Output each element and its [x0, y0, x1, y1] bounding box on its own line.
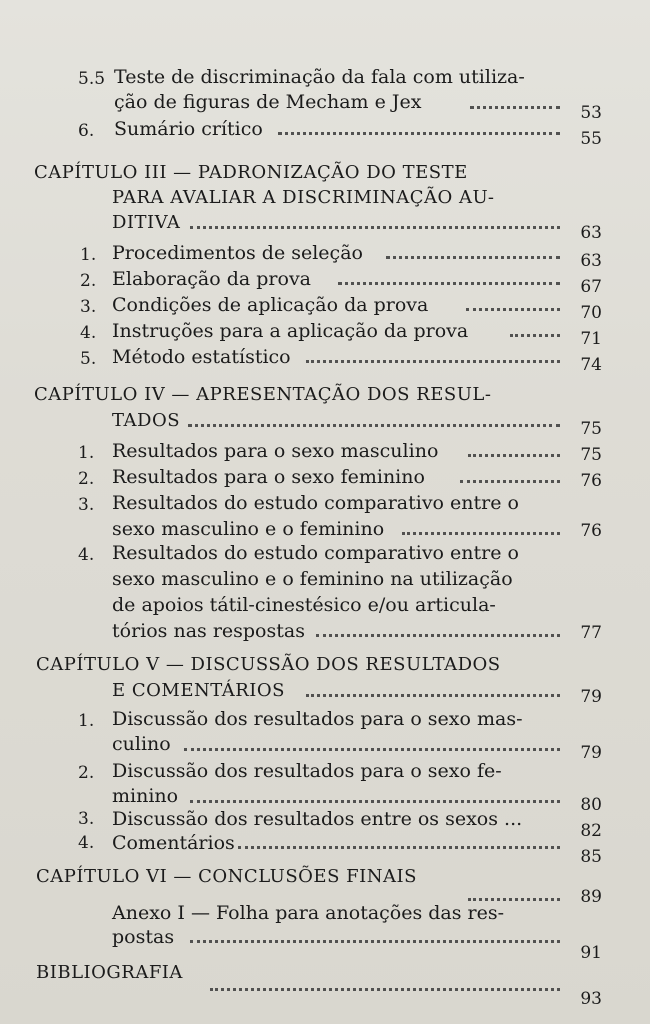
page-number: 63 — [580, 223, 602, 243]
leader-dots — [188, 420, 560, 427]
page-number: 82 — [580, 821, 602, 841]
leader-dots — [306, 690, 560, 697]
page-number: 93 — [580, 989, 602, 1009]
entry-title-line: sexo masculino e o feminino na utilização — [112, 568, 513, 590]
leader-dots — [470, 102, 560, 109]
leader-dots — [184, 744, 560, 751]
page-number: 77 — [580, 623, 602, 643]
page-number: 55 — [580, 129, 602, 149]
entry-number: 3. — [78, 495, 95, 515]
page-number: 80 — [580, 795, 602, 815]
entry-number: 1. — [80, 245, 97, 265]
page-number: 63 — [580, 251, 602, 271]
entry-number: 5.5 — [78, 69, 106, 89]
chapter-heading-line: DITIVA — [112, 212, 181, 233]
page-number: 76 — [580, 471, 602, 491]
page-number: 53 — [580, 103, 602, 123]
entry-number: 1. — [78, 711, 95, 731]
leader-dots — [468, 894, 560, 901]
entry-title: Procedimentos de seleção — [112, 242, 363, 264]
entry-number: 2. — [80, 271, 97, 291]
leader-dots — [338, 278, 560, 285]
entry-title-line: tórios nas respostas — [112, 620, 305, 642]
entry-title: Discussão dos resultados entre os sexos ... — [112, 808, 523, 830]
entry-title: Instruções para a aplicação da prova — [112, 320, 469, 342]
entry-title-line: Resultados do estudo comparativo entre o — [112, 492, 519, 514]
entry-number: 6. — [78, 121, 95, 141]
page-number: 67 — [580, 277, 602, 297]
bibliography-heading: BIBLIOGRAFIA — [36, 962, 183, 983]
page-number: 70 — [580, 303, 602, 323]
leader-dots — [190, 222, 560, 229]
leader-dots — [278, 128, 560, 135]
entry-title-line: Teste de discriminação da fala com utiliza- — [114, 66, 525, 88]
page-number: 75 — [580, 445, 602, 465]
entry-title-line: Discussão dos resultados para o sexo mas- — [112, 708, 523, 730]
entry-title: Comentários — [112, 832, 235, 854]
page-number: 75 — [580, 419, 602, 439]
chapter-heading-line: CAPÍTULO IV — APRESENTAÇÃO DOS RESUL- — [34, 384, 492, 405]
entry-title-line: sexo masculino e o feminino — [112, 518, 385, 540]
entry-title: Elaboração da prova — [112, 268, 312, 290]
entry-title: Condições de aplicação da prova — [112, 294, 429, 316]
page-number: 89 — [580, 887, 602, 907]
entry-number: 3. — [78, 809, 95, 829]
entry-title: Método estatístico — [112, 346, 291, 368]
page-number: 71 — [580, 329, 602, 349]
entry-title-line: Anexo I — Folha para anotações das res- — [112, 902, 505, 924]
entry-number: 4. — [78, 833, 95, 853]
leader-dots — [386, 252, 560, 259]
entry-title-line: minino — [112, 785, 179, 807]
leader-dots — [466, 304, 560, 311]
entry-number: 3. — [80, 297, 97, 317]
leader-dots — [238, 842, 560, 849]
leader-dots — [468, 450, 560, 457]
entry-title: Sumário crítico — [114, 118, 263, 140]
leader-dots — [402, 528, 560, 535]
leader-dots — [460, 476, 560, 483]
entry-title-line: culino — [112, 733, 171, 755]
leader-dots — [316, 630, 560, 637]
entry-number: 4. — [80, 323, 97, 343]
entry-title-line: ção de figuras de Mecham e Jex — [114, 91, 422, 113]
entry-title: Resultados para o sexo feminino — [112, 466, 425, 488]
chapter-heading-line: E COMENTÁRIOS — [112, 680, 285, 701]
entry-number: 5. — [80, 349, 97, 369]
chapter-heading-line: CAPÍTULO III — PADRONIZAÇÃO DO TESTE — [34, 162, 468, 183]
entry-title-line: Discussão dos resultados para o sexo fe- — [112, 760, 502, 782]
entry-title-line: postas — [112, 926, 175, 948]
chapter-heading-line: PARA AVALIAR A DISCRIMINAÇÃO AU- — [112, 187, 495, 208]
entry-number: 4. — [78, 545, 95, 565]
page-number: 76 — [580, 521, 602, 541]
leader-dots — [190, 796, 560, 803]
entry-title-line: de apoios tátil-cinestésico e/ou articula- — [112, 594, 496, 616]
entry-title: Resultados para o sexo masculino — [112, 440, 439, 462]
chapter-heading-line: CAPÍTULO V — DISCUSSÃO DOS RESULTADOS — [36, 654, 501, 675]
page-number: 85 — [580, 847, 602, 867]
chapter-heading-line: TADOS — [112, 410, 181, 431]
chapter-heading: CAPÍTULO VI — CONCLUSÕES FINAIS — [36, 866, 417, 887]
leader-dots — [210, 984, 560, 991]
entry-number: 1. — [78, 443, 95, 463]
page-number: 74 — [580, 355, 602, 375]
entry-title-line: Resultados do estudo comparativo entre o — [112, 542, 519, 564]
page-number: 79 — [580, 687, 602, 707]
page-number: 79 — [580, 743, 602, 763]
page-number: 91 — [580, 943, 602, 963]
leader-dots — [510, 330, 560, 337]
leader-dots — [306, 356, 560, 363]
entry-number: 2. — [78, 469, 95, 489]
leader-dots — [190, 936, 560, 943]
entry-number: 2. — [78, 763, 95, 783]
